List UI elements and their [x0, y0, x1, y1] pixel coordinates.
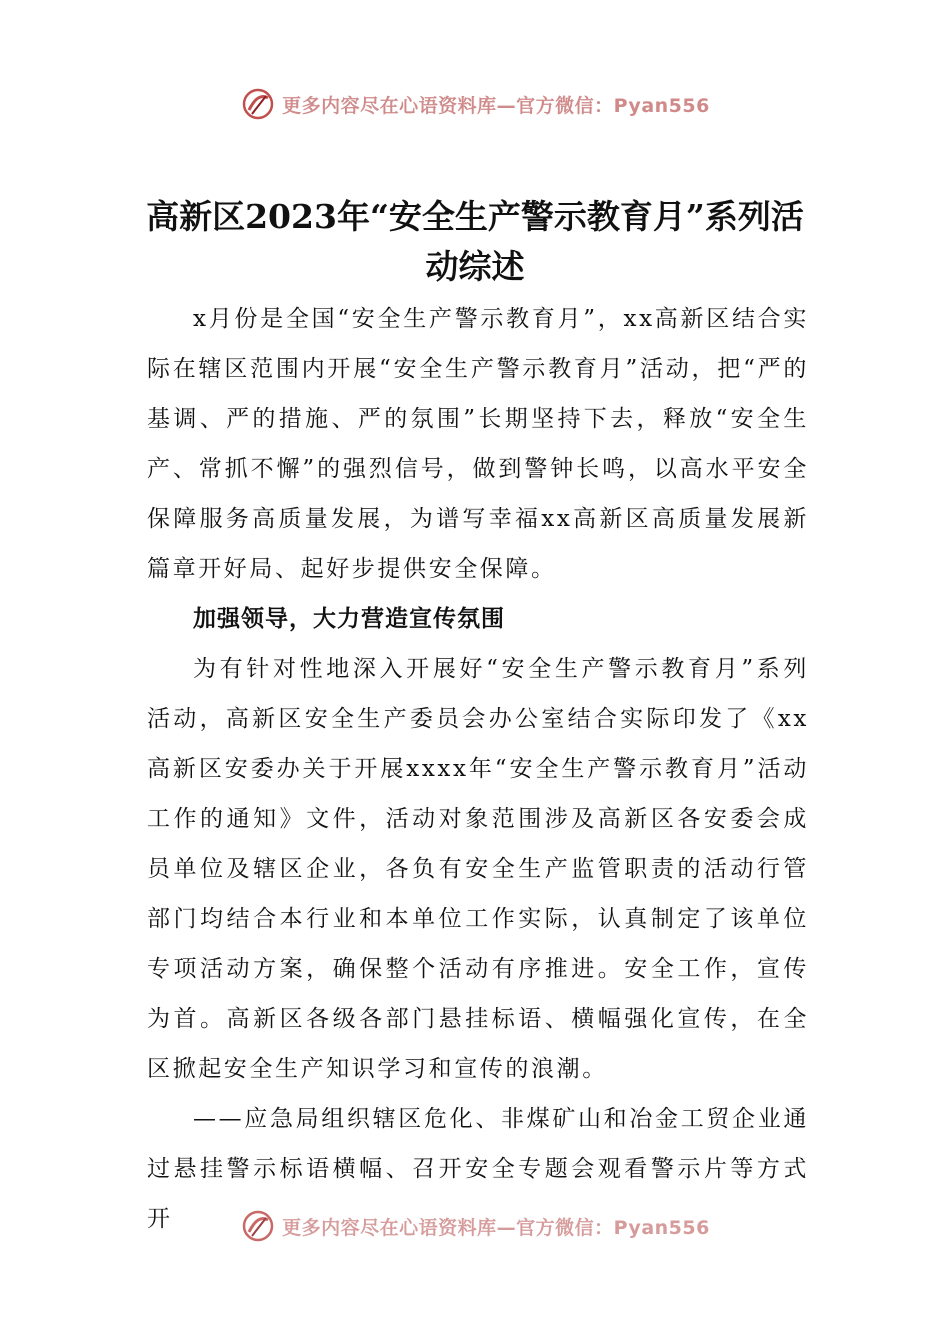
watermark-footer [0, 1208, 950, 1244]
document-title: 高新区2023年“安全生产警示教育月”系列活动综述 [146, 197, 804, 286]
watermark-text: 更多内容尽在心语资料库—官方微信：Pyan556 [282, 94, 710, 117]
paragraph-leadership: 为有针对性地深入开展好“安全生产警示教育月”系列活动，高新区安全生产委员会办公室结合实际印发了《xx高新区安委办关于开展xxxx年“安全生产警示教育月”活动工作的通知》文件，活动对象范围涉及高新区各安委会成员单位及辖区企业，各负有安全生产监管职责的活动行管部门均结合本行业和本单位工作实际，认真制定了该单位专项活动方案，确保整个活动有序推进。安全工作，宣传为首。高新区各级各部门悬挂标语、横幅强化宣传，在全区掀起安全生产知识学习和宣传的浪潮。 [147, 656, 809, 1082]
watermark-logo-icon [240, 1208, 276, 1244]
paragraph-emergency-bureau: ——应急局组织辖区危化、非煤矿山和冶金工贸企业通过悬挂警示标语横幅、召开安全专题会观看警示片等方式开 [147, 1106, 809, 1232]
document-body [147, 294, 809, 1244]
watermark-header [0, 86, 950, 122]
section-heading: 加强领导，大力营造宣传氛围 [193, 606, 505, 632]
watermark-text: 更多内容尽在心语资料库—官方微信：Pyan556 [282, 1216, 710, 1239]
watermark-logo-icon [240, 86, 276, 122]
paragraph-intro: x月份是全国“安全生产警示教育月”，xx高新区结合实际在辖区范围内开展“安全生产警示教育月”活动，把“严的基调、严的措施、严的氛围”长期坚持下去，释放“安全生产、常抓不懈”的强烈信号，做到警钟长鸣，以高水平安全保障服务高质量发展，为谱写幸福xx高新区高质量发展新篇章开好局、起好步提供安全保障。 [147, 306, 809, 582]
